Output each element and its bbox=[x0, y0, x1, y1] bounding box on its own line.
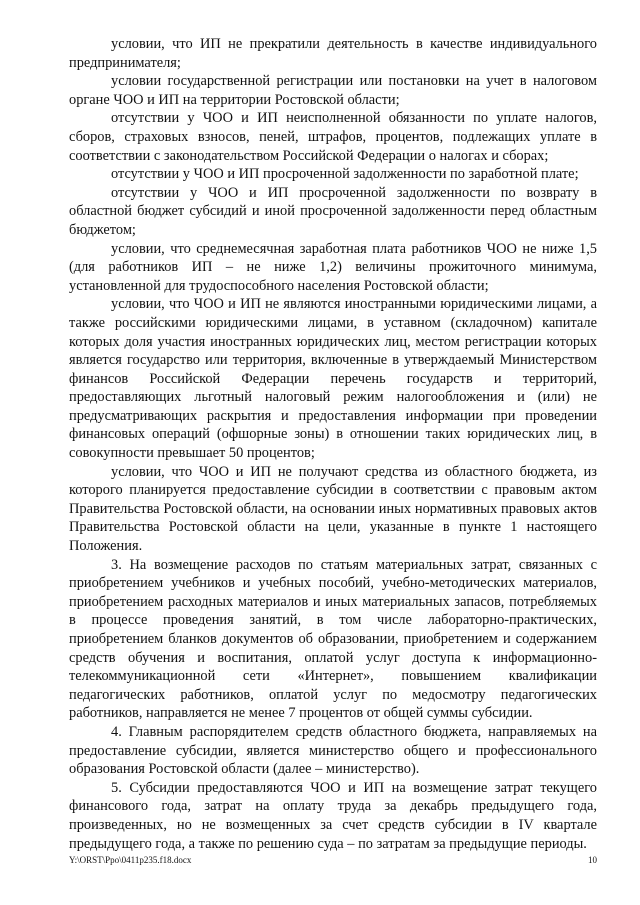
paragraph: отсутствии у ЧОО и ИП просроченной задолженности по заработной плате; bbox=[111, 166, 579, 183]
page-number: 10 bbox=[588, 855, 597, 865]
paragraph: отсутствии у ЧОО и ИП неисполненной обязанности по уплате налогов, сборов, страховых взносов, пеней, штрафов, процентов, подлежащих уплате в соответствии с законодательством Российской Федерации о налогах и сборах; bbox=[69, 110, 597, 164]
paragraph: условии, что ИП не прекратили деятельность в качестве индивидуального предпринимателя; bbox=[69, 36, 597, 71]
paragraph: 4. Главным распорядителем средств областного бюджета, направляемых на предоставление субсидии, является министерство общего и профессионального образования Ростовской области (далее – министерство). bbox=[69, 723, 597, 778]
paragraph: условии, что ЧОО и ИП не являются иностранными юридическими лицами, а также российскими юридическими лицами, в уставном (складочном) капитале которых доля участия иностранных юридических лиц, местом регистрации которых является государство или территория, включенные в утверждаемый Министерством финансов Российской Федерации перечень государств и территорий, предоставляющих льготный налоговый режим налогообложения и (или) не предусматривающих раскрытия и предоставления информации при проведении финансовых операций (офшорные зоны) в отношении таких юридических лиц, в совокупности превышает 50 процентов; bbox=[69, 296, 597, 462]
paragraph: условии государственной регистрации или постановки на учет в налоговом органе ЧОО и ИП на территории Ростовской области; bbox=[69, 73, 597, 108]
paragraph: отсутствии у ЧОО и ИП просроченной задолженности по возврату в областной бюджет субсидий и иной просроченной задолженности перед областным бюджетом; bbox=[69, 184, 597, 238]
paragraph: условии, что ЧОО и ИП не получают средства из областного бюджета, из которого планируется предоставление субсидии в соответствии с правовым актом Правительства Ростовской области, на основании иных нормативных правовых актов Правительства Ростовской области на цели, указанные в пункте 1 настоящего Положения. bbox=[69, 463, 597, 555]
document-body bbox=[69, 35, 597, 853]
paragraph: условии, что среднемесячная заработная плата работников ЧОО не ниже 1,5 (для работников ИП – не ниже 1,2) величины прожиточного минимума, установленной для трудоспособного населения Ростовской области; bbox=[69, 240, 597, 294]
page-footer bbox=[69, 855, 597, 866]
footer-file-path: Y:\ORST\Ppo\0411p235.f18.docx bbox=[69, 855, 192, 865]
paragraph: 5. Субсидии предоставляются ЧОО и ИП на возмещение затрат текущего финансового года, затрат на оплату труда за декабрь предыдущего года, произведенных, но не возмещенных за счет средств субсидии в IV квартале предыдущего года, а также по решению суда – по затратам за предыдущие периоды. bbox=[69, 779, 597, 852]
paragraph: 3. На возмещение расходов по статьям материальных затрат, связанных с приобретением учебников и учебных пособий, учебно-методических материалов, приобретением расходных материалов и иных материальных запасов, потребляемых в процессе проведения занятий, в том числе лабораторно-практических, приобретением бланков документов об образовании, приобретением и содержанием средств обучения и воспитания, оплатой услуг доступа к информационно-телекоммуникационной сети «Интернет», повышением квалификации педагогических работников, оплатой услуг по медосмотру педагогических работников, направляется не менее 7 процентов от общей суммы субсидии. bbox=[69, 556, 597, 722]
